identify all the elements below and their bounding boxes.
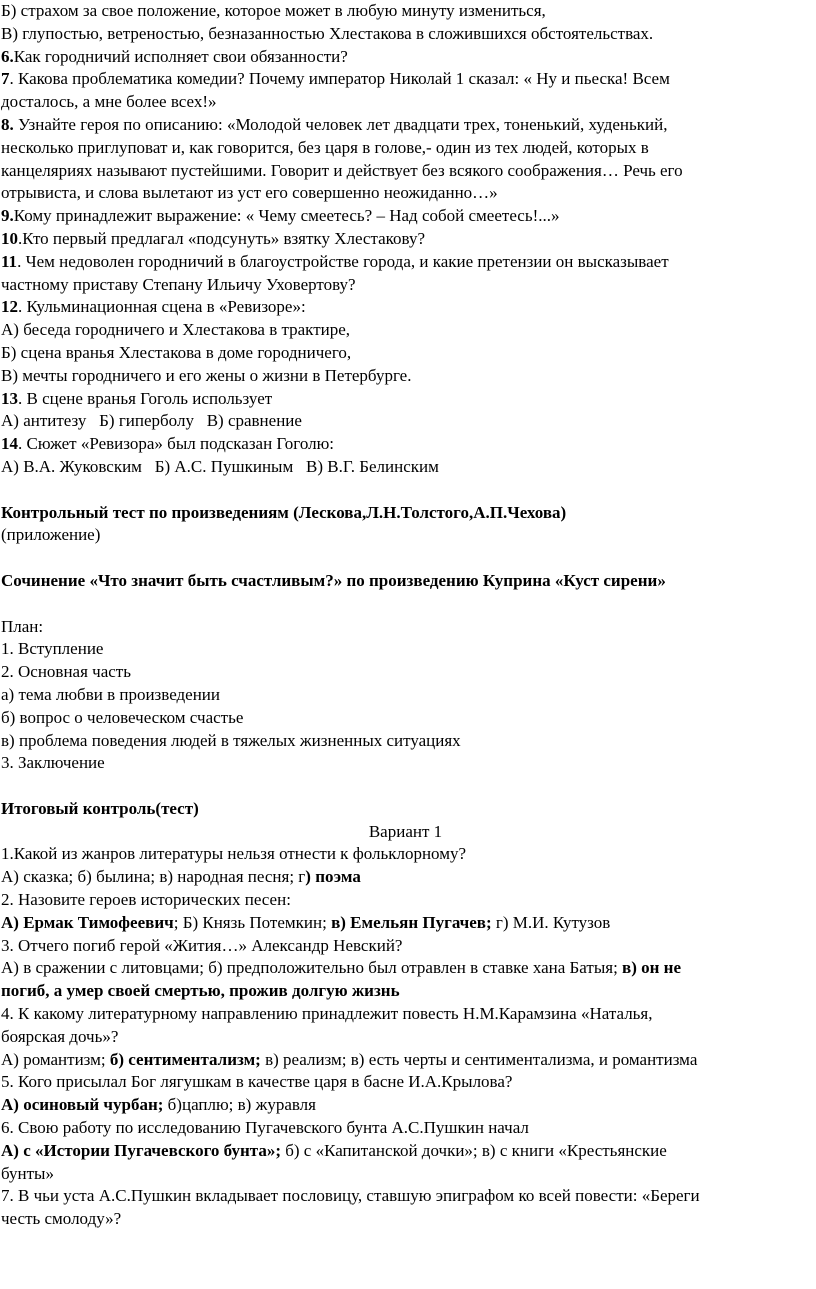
- question-7-continued: досталось, а мне более всех!»: [1, 92, 217, 112]
- final-answer-3-continued: погиб, а умер своей смертью, прожив долгую жизнь: [1, 981, 400, 1001]
- answer-option: Б) сцена вранья Хлестакова в доме городничего,: [1, 342, 352, 362]
- question-text: . Сюжет «Ревизора» был подсказан Гоголю:: [18, 434, 335, 454]
- variant-label: Вариант 1: [368, 821, 443, 841]
- question-text: .Кто первый предлагал «подсунуть» взятку Хлестакову?: [18, 228, 426, 248]
- question-number: 13: [1, 388, 18, 408]
- section-heading-final: Итоговый контроль(тест): [1, 798, 199, 818]
- question-14: [1, 433, 810, 456]
- answer-options: А) антитезу Б) гиперболу В) сравнение: [1, 411, 302, 431]
- final-answer-6-continued: бунты»: [1, 1163, 54, 1183]
- question-text: . Какова проблематика комедии? Почему император Николай 1 сказал: « Ну и пьеска! Всем: [9, 69, 670, 89]
- final-answer-6: А) с «Истории Пугачевского бунта»; б) с «Капитанской дочки»; в) с книги «Крестьянские: [1, 1140, 667, 1160]
- spacer: [1, 593, 810, 616]
- final-answer-1: А) сказка; б) былина; в) народная песня; г) поэма: [1, 867, 361, 887]
- question-6: [1, 46, 810, 69]
- spacer: [1, 775, 810, 798]
- question-10: [1, 228, 810, 251]
- plan-label: План:: [1, 616, 44, 636]
- final-answer-4: А) романтизм; б) сентиментализм; в) реализм; в) есть черты и сентиментализма, и романтизма: [1, 1049, 698, 1069]
- section-heading-test: Контрольный тест по произведениям (Лескова,Л.Н.Толстого,А.П.Чехова): [1, 502, 567, 522]
- section-note: (приложение): [1, 525, 101, 545]
- question-text: . В сцене вранья Гоголь использует: [18, 388, 273, 408]
- final-question-1: 1.Какой из жанров литературы нельзя отнести к фольклорному?: [1, 844, 467, 864]
- question-text: . Чем недоволен городничий в благоустройстве города, и какие претензии он высказывает: [17, 251, 669, 271]
- plan-item: 3. Заключение: [1, 753, 105, 773]
- final-question-6: 6. Свою работу по исследованию Пугачевского бунта А.С.Пушкин начал: [1, 1118, 529, 1138]
- answer-options: А) В.А. Жуковским Б) А.С. Пушкиным В) В.Г. Белинским: [1, 456, 439, 476]
- final-question-3: 3. Отчего погиб герой «Жития…» Александр Невский?: [1, 935, 403, 955]
- question-text: . Кульминационная сцена в «Ревизоре»:: [18, 297, 306, 317]
- question-number: 8.: [1, 114, 14, 134]
- spacer: [1, 547, 810, 570]
- question-13: [1, 388, 810, 411]
- question-number: 7: [1, 69, 10, 89]
- question-11-continued: частному приставу Степану Ильичу Уховертову?: [1, 274, 356, 294]
- final-answer-3: А) в сражении с литовцами; б) предположительно был отравлен в ставке хана Батыя; в) он не: [1, 958, 682, 978]
- answer-option-b: Б) страхом за свое положение, которое может в любую минуту измениться,: [1, 1, 546, 20]
- plan-item: б) вопрос о человеческом счастье: [1, 707, 244, 727]
- question-8-line-4: отрывиста, и слова вылетают из уст его совершенно неожиданно…»: [1, 183, 498, 203]
- final-question-4-continued: боярская дочь»?: [1, 1026, 119, 1046]
- question-9: [1, 205, 810, 228]
- question-12: [1, 296, 810, 319]
- question-number: 14: [1, 434, 18, 454]
- question-7: [1, 68, 810, 91]
- question-number: 6.: [1, 46, 14, 66]
- final-question-7-continued: честь смолоду»?: [1, 1209, 122, 1229]
- plan-item: а) тема любви в произведении: [1, 684, 220, 704]
- question-number: 11: [1, 251, 18, 271]
- plan-item: 2. Основная часть: [1, 662, 131, 682]
- final-question-2: 2. Назовите героев исторических песен:: [1, 890, 291, 910]
- question-number: 9.: [1, 206, 14, 226]
- question-8: [1, 114, 810, 137]
- question-text: Узнайте героя по описанию: «Молодой человек лет двадцати трех, тоненький, худенький,: [13, 114, 668, 134]
- plan-item: в) проблема поведения людей в тяжелых жизненных ситуациях: [1, 730, 461, 750]
- answer-option: В) мечты городничего и его жены о жизни в Петербурге.: [1, 365, 412, 385]
- final-question-7: 7. В чьи уста А.С.Пушкин вкладывает пословицу, ставшую эпиграфом ко всей повести: «Береги: [1, 1186, 700, 1206]
- spacer: [1, 479, 810, 502]
- answer-option: А) беседа городничего и Хлестакова в трактире,: [1, 320, 351, 340]
- question-text: Как городничий исполняет свои обязанности?: [13, 46, 348, 66]
- question-8-line-3: канцеляриях называют пустейшими. Говорит и действует без всякого соображения… Речь его: [1, 160, 683, 180]
- plan-item: 1. Вступление: [1, 639, 104, 659]
- question-text: Кому принадлежит выражение: « Чему смеетесь? – Над собой смеетесь!...»: [13, 206, 560, 226]
- question-11: [1, 251, 810, 274]
- section-heading-essay: Сочинение «Что значит быть счастливым?» по произведению Куприна «Куст сирени»: [1, 570, 666, 590]
- answer-option-v: В) глупостью, ветреностью, безназанностью Хлестакова в сложившихся обстоятельствах.: [1, 23, 654, 43]
- final-answer-2: А) Ермак Тимофеевич; Б) Князь Потемкин; в) Емельян Пугачев; г) М.И. Кутузов: [1, 912, 611, 932]
- question-number: 10: [1, 228, 18, 248]
- final-question-5: 5. Кого присылал Бог лягушкам в качестве царя в басне И.А.Крылова?: [1, 1072, 513, 1092]
- question-8-line-2: несколько приглуповат и, как говорится, без царя в голове,- один из тех людей, которых в: [1, 137, 649, 157]
- question-number: 12: [1, 297, 18, 317]
- final-answer-5: А) осиновый чурбан; б)цаплю; в) журавля: [1, 1095, 316, 1115]
- final-question-4: 4. К какому литературному направлению принадлежит повесть Н.М.Карамзина «Наталья,: [1, 1004, 653, 1024]
